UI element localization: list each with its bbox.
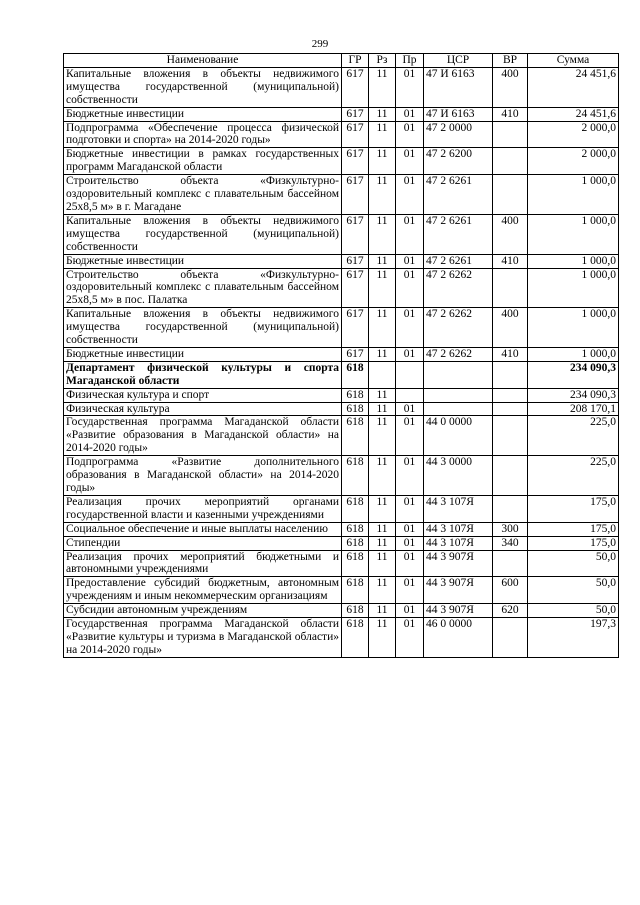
cell-rz: 11 xyxy=(369,388,396,402)
cell-gr: 618 xyxy=(342,522,369,536)
cell-name: Реализация прочих мероприятий органами государственной власти и казенными учреждениями xyxy=(64,495,342,522)
cell-sum: 50,0 xyxy=(528,577,619,604)
cell-sum: 2 000,0 xyxy=(528,148,619,175)
table-body xyxy=(64,67,619,657)
cell-name: Бюджетные инвестиции в рамках государственных программ Магаданской области xyxy=(64,148,342,175)
cell-pr: 01 xyxy=(396,577,424,604)
cell-gr: 617 xyxy=(342,148,369,175)
cell-sum: 50,0 xyxy=(528,550,619,577)
table-header xyxy=(64,54,619,68)
cell-gr: 618 xyxy=(342,550,369,577)
cell-vr xyxy=(493,268,528,308)
cell-rz: 11 xyxy=(369,67,396,107)
cell-sum: 2 000,0 xyxy=(528,121,619,148)
cell-vr xyxy=(493,618,528,658)
cell-rz: 11 xyxy=(369,618,396,658)
table-row xyxy=(64,361,619,388)
cell-name: Бюджетные инвестиции xyxy=(64,107,342,121)
cell-csr: 47 И 6163 xyxy=(424,67,493,107)
budget-table xyxy=(63,53,619,658)
table-row xyxy=(64,550,619,577)
table-row xyxy=(64,604,619,618)
cell-name: Государственная программа Магаданской области «Развитие образования в Магаданской области» на 2014-2020 годы» xyxy=(64,416,342,456)
cell-sum: 197,3 xyxy=(528,618,619,658)
cell-rz: 11 xyxy=(369,308,396,348)
cell-gr: 617 xyxy=(342,175,369,215)
cell-sum: 225,0 xyxy=(528,416,619,456)
cell-gr: 618 xyxy=(342,388,369,402)
cell-name: Стипендии xyxy=(64,536,342,550)
table-row xyxy=(64,254,619,268)
cell-rz: 11 xyxy=(369,347,396,361)
cell-rz: 11 xyxy=(369,175,396,215)
cell-pr: 01 xyxy=(396,456,424,496)
cell-pr: 01 xyxy=(396,347,424,361)
cell-rz: 11 xyxy=(369,495,396,522)
table-row xyxy=(64,175,619,215)
cell-sum: 208 170,1 xyxy=(528,402,619,416)
table-row xyxy=(64,456,619,496)
cell-name: Департамент физической культуры и спорта Магаданской области xyxy=(64,361,342,388)
cell-csr xyxy=(424,361,493,388)
cell-sum: 234 090,3 xyxy=(528,361,619,388)
cell-gr: 618 xyxy=(342,536,369,550)
cell-gr: 618 xyxy=(342,416,369,456)
cell-rz: 11 xyxy=(369,107,396,121)
cell-rz xyxy=(369,361,396,388)
cell-name: Подпрограмма «Развитие дополнительного образования в Магаданской области» на 2014-2020 годы» xyxy=(64,456,342,496)
cell-vr xyxy=(493,175,528,215)
cell-pr: 01 xyxy=(396,254,424,268)
cell-csr: 47 2 6262 xyxy=(424,308,493,348)
cell-gr: 618 xyxy=(342,456,369,496)
cell-sum: 1 000,0 xyxy=(528,347,619,361)
table-row xyxy=(64,522,619,536)
cell-name: Капитальные вложения в объекты недвижимого имущества государственной (муниципальной) собственности xyxy=(64,214,342,254)
cell-csr: 44 0 0000 xyxy=(424,416,493,456)
cell-name: Подпрограмма «Обеспечение процесса физической подготовки и спорта» на 2014-2020 годы» xyxy=(64,121,342,148)
cell-pr xyxy=(396,361,424,388)
cell-vr xyxy=(493,495,528,522)
cell-pr: 01 xyxy=(396,107,424,121)
cell-rz: 11 xyxy=(369,148,396,175)
cell-sum: 1 000,0 xyxy=(528,308,619,348)
cell-csr: 47 2 6200 xyxy=(424,148,493,175)
cell-vr xyxy=(493,121,528,148)
cell-csr: 44 3 907Я xyxy=(424,577,493,604)
table-row xyxy=(64,214,619,254)
cell-gr: 617 xyxy=(342,347,369,361)
cell-gr: 618 xyxy=(342,402,369,416)
table-row xyxy=(64,495,619,522)
cell-csr: 44 3 107Я xyxy=(424,522,493,536)
cell-name: Бюджетные инвестиции xyxy=(64,347,342,361)
table-row xyxy=(64,618,619,658)
cell-vr: 410 xyxy=(493,347,528,361)
cell-rz: 11 xyxy=(369,522,396,536)
cell-sum: 175,0 xyxy=(528,495,619,522)
cell-vr xyxy=(493,416,528,456)
cell-gr: 618 xyxy=(342,495,369,522)
cell-gr: 617 xyxy=(342,67,369,107)
cell-csr: 47 2 6262 xyxy=(424,347,493,361)
cell-sum: 1 000,0 xyxy=(528,254,619,268)
cell-vr xyxy=(493,550,528,577)
cell-sum: 234 090,3 xyxy=(528,388,619,402)
cell-rz: 11 xyxy=(369,121,396,148)
header-pr: Пр xyxy=(396,54,424,68)
cell-csr: 44 3 0000 xyxy=(424,456,493,496)
cell-pr: 01 xyxy=(396,214,424,254)
cell-pr: 01 xyxy=(396,402,424,416)
cell-sum: 24 451,6 xyxy=(528,107,619,121)
cell-rz: 11 xyxy=(369,268,396,308)
cell-vr: 400 xyxy=(493,67,528,107)
cell-name: Физическая культура и спорт xyxy=(64,388,342,402)
cell-csr: 47 И 6163 xyxy=(424,107,493,121)
cell-vr: 600 xyxy=(493,577,528,604)
cell-gr: 617 xyxy=(342,121,369,148)
header-csr: ЦСР xyxy=(424,54,493,68)
cell-rz: 11 xyxy=(369,456,396,496)
cell-pr: 01 xyxy=(396,536,424,550)
cell-name: Предоставление субсидий бюджетным, автономным учреждениям и иным некоммерческим организациям xyxy=(64,577,342,604)
cell-pr: 01 xyxy=(396,618,424,658)
cell-csr: 47 2 6261 xyxy=(424,254,493,268)
table-row xyxy=(64,402,619,416)
cell-csr: 44 3 907Я xyxy=(424,604,493,618)
table-row xyxy=(64,268,619,308)
cell-csr xyxy=(424,388,493,402)
cell-name: Социальное обеспечение и иные выплаты населению xyxy=(64,522,342,536)
cell-name: Реализация прочих мероприятий бюджетными и автономными учреждениями xyxy=(64,550,342,577)
table-row xyxy=(64,347,619,361)
cell-vr xyxy=(493,388,528,402)
table-row xyxy=(64,121,619,148)
header-name: Наименование xyxy=(64,54,342,68)
cell-vr: 400 xyxy=(493,214,528,254)
cell-pr: 01 xyxy=(396,148,424,175)
cell-csr: 44 3 107Я xyxy=(424,536,493,550)
cell-vr xyxy=(493,361,528,388)
cell-csr: 47 2 6262 xyxy=(424,268,493,308)
cell-name: Капитальные вложения в объекты недвижимого имущества государственной (муниципальной) собственности xyxy=(64,67,342,107)
header-row xyxy=(64,54,619,68)
cell-name: Субсидии автономным учреждениям xyxy=(64,604,342,618)
header-gr: ГР xyxy=(342,54,369,68)
cell-sum: 225,0 xyxy=(528,456,619,496)
table-row xyxy=(64,536,619,550)
cell-pr: 01 xyxy=(396,416,424,456)
cell-csr: 47 2 6261 xyxy=(424,175,493,215)
cell-name: Государственная программа Магаданской области «Развитие культуры и туризма в Магаданской области» на 2014-2020 годы» xyxy=(64,618,342,658)
cell-vr xyxy=(493,456,528,496)
cell-gr: 618 xyxy=(342,618,369,658)
cell-csr: 44 3 107Я xyxy=(424,495,493,522)
cell-name: Капитальные вложения в объекты недвижимого имущества государственной (муниципальной) собственности xyxy=(64,308,342,348)
cell-name: Бюджетные инвестиции xyxy=(64,254,342,268)
header-vr: ВР xyxy=(493,54,528,68)
cell-vr xyxy=(493,402,528,416)
cell-rz: 11 xyxy=(369,536,396,550)
cell-csr: 46 0 0000 xyxy=(424,618,493,658)
cell-gr: 617 xyxy=(342,308,369,348)
header-rz: Рз xyxy=(369,54,396,68)
cell-csr xyxy=(424,402,493,416)
cell-vr: 410 xyxy=(493,254,528,268)
cell-csr: 47 2 0000 xyxy=(424,121,493,148)
table-row xyxy=(64,388,619,402)
cell-rz: 11 xyxy=(369,577,396,604)
cell-sum: 175,0 xyxy=(528,536,619,550)
cell-pr: 01 xyxy=(396,522,424,536)
cell-sum: 1 000,0 xyxy=(528,268,619,308)
table-row xyxy=(64,107,619,121)
cell-rz: 11 xyxy=(369,214,396,254)
cell-csr: 47 2 6261 xyxy=(424,214,493,254)
cell-gr: 618 xyxy=(342,604,369,618)
cell-gr: 618 xyxy=(342,361,369,388)
cell-pr: 01 xyxy=(396,175,424,215)
cell-name: Строительство объекта «Физкультурно-оздоровительный комплекс с плавательным бассейном 25х8,5 м» в г. Магадане xyxy=(64,175,342,215)
cell-pr: 01 xyxy=(396,308,424,348)
header-sum: Сумма xyxy=(528,54,619,68)
cell-vr: 410 xyxy=(493,107,528,121)
table-row xyxy=(64,308,619,348)
cell-pr: 01 xyxy=(396,67,424,107)
cell-vr: 340 xyxy=(493,536,528,550)
cell-rz: 11 xyxy=(369,402,396,416)
cell-vr xyxy=(493,148,528,175)
cell-pr: 01 xyxy=(396,495,424,522)
cell-pr: 01 xyxy=(396,121,424,148)
cell-pr: 01 xyxy=(396,268,424,308)
cell-sum: 1 000,0 xyxy=(528,175,619,215)
cell-gr: 617 xyxy=(342,214,369,254)
cell-name: Строительство объекта «Физкультурно-оздоровительный комплекс с плавательным бассейном 25х8,5 м» в пос. Палатка xyxy=(64,268,342,308)
cell-gr: 617 xyxy=(342,107,369,121)
cell-sum: 24 451,6 xyxy=(528,67,619,107)
cell-pr: 01 xyxy=(396,550,424,577)
cell-rz: 11 xyxy=(369,550,396,577)
cell-sum: 50,0 xyxy=(528,604,619,618)
page-number: 299 xyxy=(311,38,329,50)
cell-sum: 1 000,0 xyxy=(528,214,619,254)
table-row xyxy=(64,148,619,175)
cell-name: Физическая культура xyxy=(64,402,342,416)
cell-rz: 11 xyxy=(369,254,396,268)
cell-gr: 617 xyxy=(342,268,369,308)
cell-vr: 620 xyxy=(493,604,528,618)
cell-gr: 618 xyxy=(342,577,369,604)
cell-gr: 617 xyxy=(342,254,369,268)
cell-rz: 11 xyxy=(369,604,396,618)
cell-vr: 400 xyxy=(493,308,528,348)
cell-pr: 01 xyxy=(396,604,424,618)
cell-pr xyxy=(396,388,424,402)
table-row xyxy=(64,577,619,604)
cell-csr: 44 3 907Я xyxy=(424,550,493,577)
table-row xyxy=(64,67,619,107)
cell-sum: 175,0 xyxy=(528,522,619,536)
cell-rz: 11 xyxy=(369,416,396,456)
table-row xyxy=(64,416,619,456)
cell-vr: 300 xyxy=(493,522,528,536)
